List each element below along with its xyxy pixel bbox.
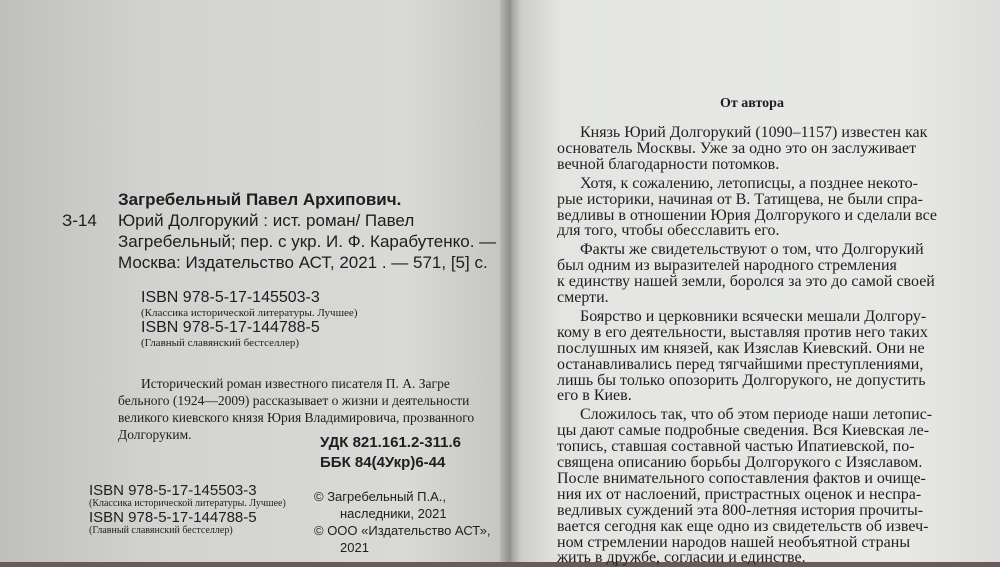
body-line: для того, чтобы обесславить его. — [557, 222, 780, 240]
body-line: вается сегодня как еще одно из свидетельств об извеч- — [557, 517, 929, 535]
copyright-line: наследники, 2021 — [340, 506, 447, 521]
isbn-number: ISBN 978-5-17-144788-5 — [89, 509, 257, 526]
book-gutter — [500, 0, 522, 562]
bleed-through-print — [230, 30, 430, 140]
series-name: (Классика исторической литературы. Лучшее) — [89, 498, 286, 509]
body-line: кому в его деятельности, выставляя против него таких — [557, 323, 928, 341]
body-line: рые историки, начиная от В. Татищева, не были спра- — [557, 190, 923, 208]
body-line: основатель Москвы. Уже за одно это он заслуживает — [557, 139, 917, 157]
bibliographic-line: Загребельный; пер. с укр. И. Ф. Карабутенко. — — [118, 232, 497, 251]
body-line: к единству нашей земли, боролся за это до самой своей — [557, 273, 935, 291]
body-line: священа описанию борьбы Долгорукого с Изяславом. — [557, 454, 923, 471]
body-line: ведливых суждений эта 800-летняя история прочиты- — [557, 501, 924, 519]
series-name: (Главный славянский бестселлер) — [141, 337, 300, 349]
body-line: ния их от наслоений, пристрастных оценок и неспра- — [557, 485, 922, 503]
series-name: (Классика исторической литературы. Лучшее) — [141, 307, 358, 319]
body-line: топись, ставшая составной частью Ипатиевской, по- — [557, 438, 915, 456]
body-line: его в Киев. — [557, 387, 632, 405]
isbn-number: ISBN 978-5-17-144788-5 — [141, 319, 320, 336]
body-line: вечной благодарности потомков. — [557, 155, 780, 173]
body-line: ведливы в отношении Юрия Долгорукого и сделали все — [557, 206, 938, 224]
annotation-line: Исторический роман известного писателя П. А. Загре — [141, 376, 450, 391]
body-line: был одним из выразителей народного стремления — [557, 257, 897, 275]
annotation-line: великого киевского князя Юрия Владимировича, прозванного — [118, 410, 475, 425]
isbn-number: ISBN 978-5-17-145503-3 — [141, 289, 320, 306]
copyright-line: © Загребельный П.А., — [314, 489, 447, 504]
bbk-index: ББК 84(4Укр)6-44 — [320, 454, 446, 471]
body-line: лишь бы только опозорить Долгорукого, не допустить — [557, 371, 926, 389]
body-line: Князь Юрий Долгорукий (1090–1157) известен как — [580, 124, 928, 141]
foreword-heading: От автора — [720, 96, 784, 111]
body-line: Боярство и церковники всячески мешали Долгору- — [580, 307, 927, 325]
body-line: Сложилось так, что об этом периоде наши летопис- — [580, 406, 933, 424]
body-line: ном стремлении народов нашей необъятной страны — [557, 533, 911, 551]
body-line: послушных им князей, как Изяслав Киевский. Они не — [557, 339, 925, 357]
body-line: жить в дружбе, согласии и единстве. — [557, 549, 806, 567]
isbn-number: ISBN 978-5-17-145503-3 — [89, 482, 257, 499]
udk-index: УДК 821.161.2-311.6 — [320, 434, 462, 451]
copyright-line: 2021 — [340, 540, 369, 555]
body-line: цы дают самые подробные сведения. Вся Киевская ле- — [557, 422, 930, 440]
bibliographic-line: Москва: Издательство АСТ, 2021 . — 571, [5] с. — [118, 253, 488, 272]
classification-code: З-14 — [62, 211, 97, 230]
body-line: Хотя, к сожалению, летописцы, а позднее некото- — [580, 174, 918, 192]
annotation-line: Долгоруким. — [118, 427, 192, 442]
copyright-line: © ООО «Издательство АСТ», — [314, 523, 491, 538]
annotation-line: бельного (1924—2009) рассказывает о жизни и деятельности — [118, 393, 470, 408]
bibliographic-line: Юрий Долгорукий : ист. роман/ Павел — [118, 211, 415, 230]
body-line: смерти. — [557, 289, 609, 306]
body-line: останавливались перед тягчайшими преступлениями, — [557, 355, 924, 373]
series-name: (Главный славянский бестселлер) — [89, 525, 233, 536]
body-line: После внимательного сопоставления фактов и очище- — [557, 469, 926, 487]
author-name: Загребельный Павел Архипович. — [118, 190, 402, 209]
body-line: Факты же свидетельствуют о том, что Долгорукий — [580, 241, 924, 259]
